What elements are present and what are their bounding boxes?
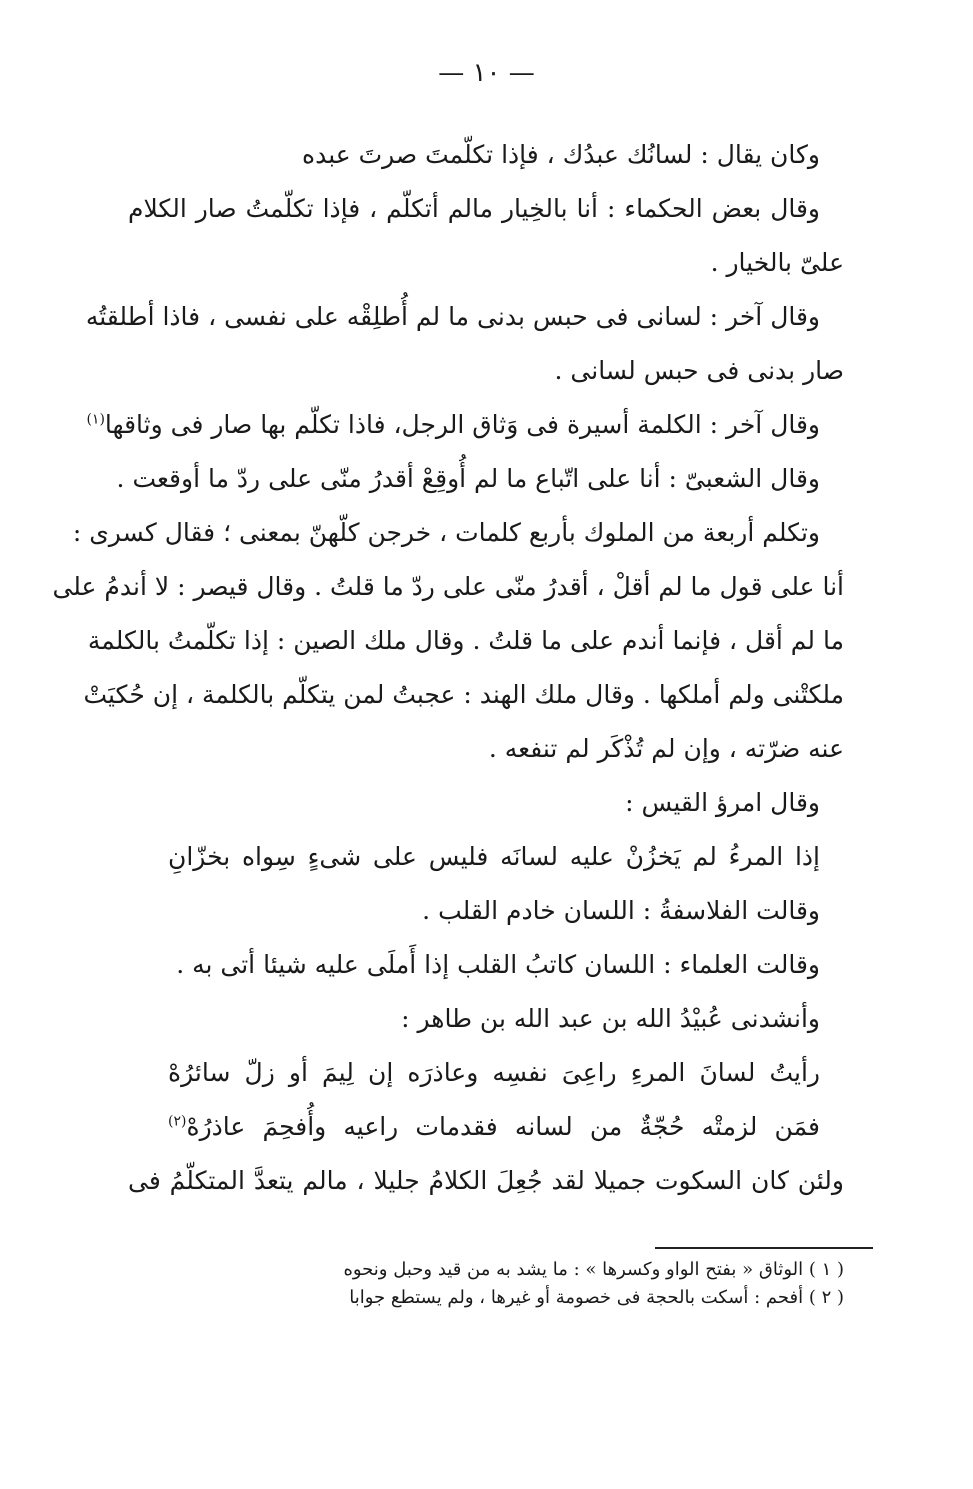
text-line <box>128 128 844 182</box>
text-line-content: وقال بعض الحكماء : أنا بالخِيار مالم أتكلّم ، فإذا تكلّمتُ صار الكلام <box>128 194 820 223</box>
text-line-content: رأيتُ لسانَ المرءِ راعِىَ نفسِه وعاذرَه إن لِيمَ أو زلّ سائرُهْ <box>168 1058 820 1087</box>
text-line <box>128 236 844 290</box>
text-line <box>128 722 844 776</box>
text-line-content: وقال آخر : لسانى فى حبس بدنى ما لم أُطلِقْه على نفسى ، فاذا أطلقتُه <box>85 302 820 331</box>
text-line-content: ولئن كان السكوت جميلا لقد جُعِلَ الكلامُ جليلا ، مالم يتعدَّ المتكلّمُ فى <box>128 1166 844 1195</box>
text-line-content: عنه ضرّته ، وإن لم تُذْكَر لم تنفعه . <box>488 734 844 763</box>
footnote-divider <box>655 1247 873 1249</box>
text-line <box>86 398 844 452</box>
footnote-marker: (٢) <box>168 1113 187 1130</box>
text-line-content: صار بدنى فى حبس لسانى . <box>554 356 844 385</box>
text-line <box>128 1154 844 1208</box>
text-line <box>128 938 844 992</box>
text-line <box>128 830 844 884</box>
text-line <box>83 668 844 722</box>
text-line-content: أنا على قول ما لم أقلْ ، أقدرُ منّى على ردّ ما قلتُ . وقال قيصر : لا أندمُ على <box>52 572 844 601</box>
text-line <box>52 560 844 614</box>
text-line-content: وقال الشعبىّ : أنا على اتّباع ما لم أُوقِعْ أقدرُ منّى على ردّ ما أوقعت . <box>116 464 820 493</box>
text-line-content: وقال امرؤ القيس : <box>625 788 820 817</box>
text-line-content: وقالت الفلاسفةُ : اللسان خادم القلب . <box>422 896 820 925</box>
main-text <box>52 128 844 1208</box>
text-line <box>128 1046 844 1100</box>
text-line-content: ما لم أقل ، فإنما أندم على ما قلتُ . وقال ملك الصين : إذا تكلّمتُ بالكلمة <box>87 626 844 655</box>
text-line-content: ملكتْنى ولم أملكها . وقال ملك الهند : عجبتُ لمن يتكلّم بالكلمة ، إن حُكيَتْ <box>83 680 844 709</box>
text-line <box>87 614 844 668</box>
text-line-content: وتكلم أربعة من الملوك بأربع كلمات ، خرجن كلّهنّ بمعنى ؛ فقال كسرى : <box>72 518 820 547</box>
text-line-content: فمَن لزمتْه حُجّةٌ من لسانه فقدمات راعيه وأُفحِمَ عاذرُهْ <box>186 1112 820 1141</box>
text-line-content: وكان يقال : لسانُك عبدُك ، فإذا تكلّمتَ صرتَ عبده <box>301 140 820 169</box>
text-line <box>85 290 844 344</box>
text-line <box>128 1100 844 1154</box>
footnotes <box>200 1256 844 1312</box>
text-line <box>128 344 844 398</box>
footnote-1: ( ١ ) الوثاق « بفتح الواو وكسرها » : ما يشد به من قيد وحبل ونحوه <box>343 1259 844 1280</box>
footnote-marker: (١) <box>86 411 105 428</box>
text-line <box>128 182 844 236</box>
text-line <box>128 776 844 830</box>
text-line <box>128 992 844 1046</box>
text-line-content: علىّ بالخيار . <box>710 248 844 277</box>
text-line-content: وقالت العلماء : اللسان كاتبُ القلب إذا أَملَى عليه شيئا أتى به . <box>176 950 820 979</box>
text-line-content: وقال آخر : الكلمة أسيرة فى وَثاق الرجل، فاذا تكلّم بها صار فى وثاقها <box>104 410 820 439</box>
page-number: — ١٠ — <box>438 58 535 88</box>
footnote-2: ( ٢ ) أفحم : أسكت بالحجة فى خصومة أو غيرها ، ولم يستطع جوابا <box>349 1287 844 1308</box>
text-line-content: وأنشدنى عُبيْدُ الله بن عبد الله بن طاهر : <box>401 1004 820 1033</box>
text-line-content: إذا المرءُ لم يَخزُنْ عليه لسانَه فليس على شىءٍ سِواه بخزّانِ <box>168 842 820 871</box>
text-line <box>116 452 844 506</box>
text-line <box>72 506 844 560</box>
text-line <box>128 884 844 938</box>
